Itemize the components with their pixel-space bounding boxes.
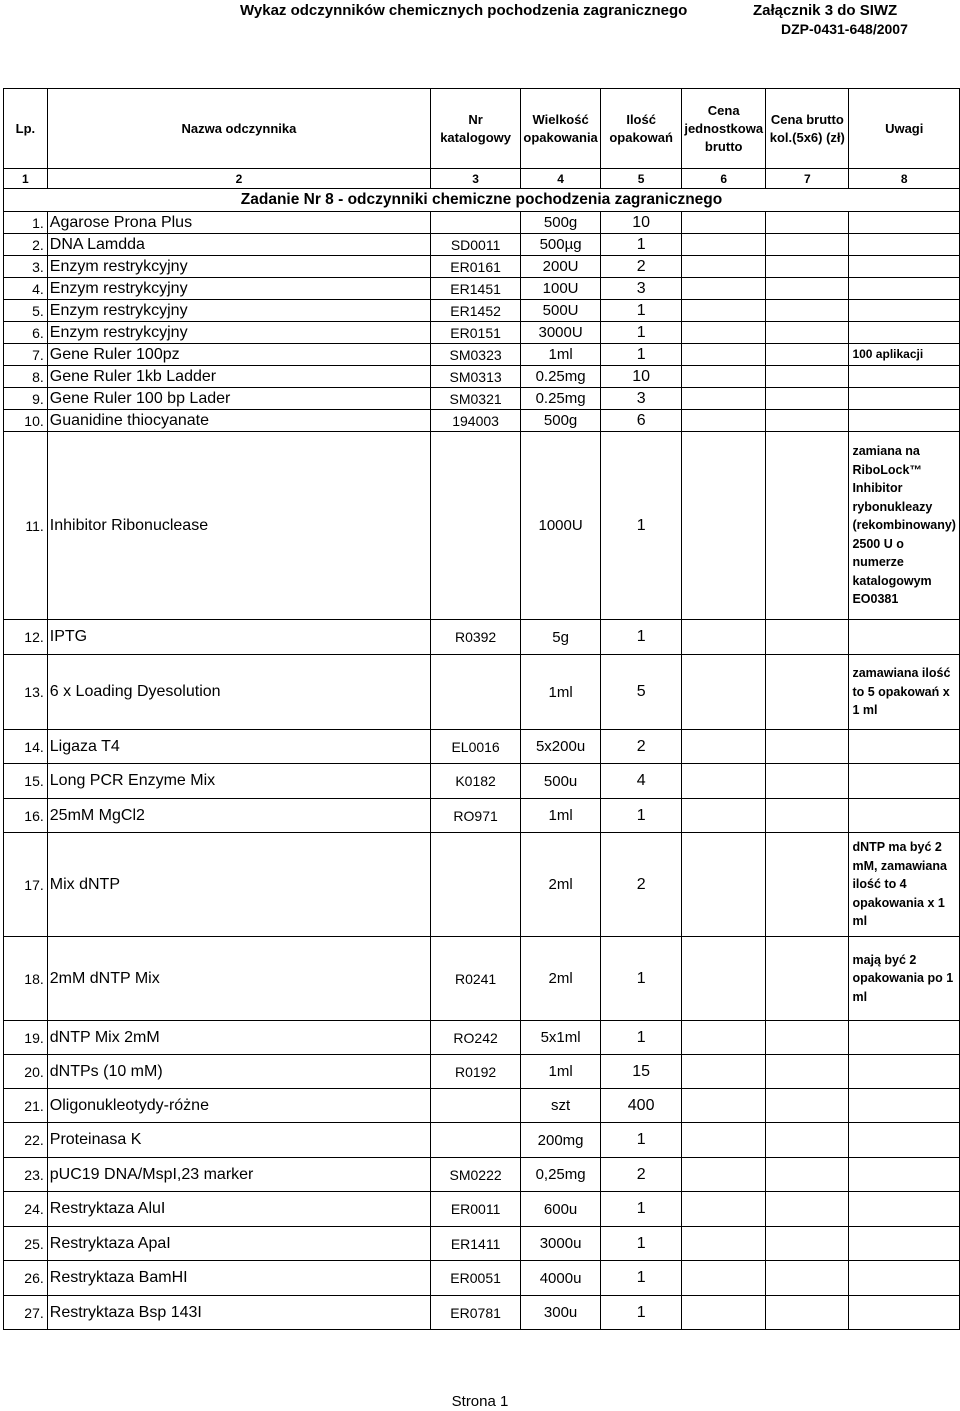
attachment-label: Załącznik 3 do SIWZ [753, 2, 898, 19]
page-footer: Strona 1 [451, 1393, 509, 1410]
row-note [849, 278, 960, 300]
row-total-price [766, 655, 849, 730]
row-quantity: 2 [601, 1158, 682, 1192]
row-note [849, 366, 960, 388]
row-catalog: SM0321 [431, 388, 521, 410]
table-row [4, 344, 960, 366]
row-lp: 13. [4, 655, 48, 730]
col-number: 2 [47, 169, 430, 189]
row-note [849, 1227, 960, 1261]
row-note: zamawiana ilość to 5 opakowań x 1 ml [849, 655, 960, 730]
table-row [4, 1158, 960, 1192]
section-row [4, 189, 960, 212]
row-name: Oligonukleotydy-różne [47, 1089, 430, 1123]
column-number-row [4, 169, 960, 189]
row-unit-price [682, 322, 766, 344]
row-name: Restryktaza AluI [47, 1192, 430, 1227]
row-lp: 14. [4, 730, 48, 764]
row-unit-price [682, 1261, 766, 1296]
row-unit-price [682, 655, 766, 730]
row-size: 1ml [521, 344, 601, 366]
document-title: Wykaz odczynników chemicznych pochodzenia zagranicznego [240, 2, 688, 19]
col-number: 8 [849, 169, 960, 189]
row-lp: 1. [4, 212, 48, 234]
row-name: Enzym restrykcyjny [47, 322, 430, 344]
table-row [4, 212, 960, 234]
row-note [849, 212, 960, 234]
row-unit-price [682, 937, 766, 1021]
row-quantity: 1 [601, 620, 682, 655]
row-unit-price [682, 764, 766, 799]
table-row [4, 799, 960, 833]
row-size: 100U [521, 278, 601, 300]
row-size: 5x200u [521, 730, 601, 764]
row-note [849, 730, 960, 764]
row-lp: 6. [4, 322, 48, 344]
row-name: Restryktaza ApaI [47, 1227, 430, 1261]
row-quantity: 2 [601, 730, 682, 764]
row-name: Inhibitor Ribonuclease [47, 432, 430, 620]
row-note [849, 1123, 960, 1158]
row-unit-price [682, 366, 766, 388]
row-size: 200mg [521, 1123, 601, 1158]
row-note [849, 1296, 960, 1330]
col-number: 6 [682, 169, 766, 189]
row-catalog [431, 655, 521, 730]
row-note: mają być 2 opakowania po 1 ml [849, 937, 960, 1021]
row-total-price [766, 410, 849, 432]
row-unit-price [682, 234, 766, 256]
row-note [849, 1192, 960, 1227]
row-size: 1ml [521, 655, 601, 730]
row-note [849, 764, 960, 799]
row-unit-price [682, 1192, 766, 1227]
col-lp: Lp. [4, 89, 48, 169]
row-catalog [431, 1123, 521, 1158]
col-quantity: Ilość opakowań [601, 89, 682, 169]
row-total-price [766, 344, 849, 366]
row-note: zamiana na RiboLock™ Inhibitor rybonukleazy (rekombinowany) 2500 U o numerze katalogowym EO0381 [849, 432, 960, 620]
row-catalog [431, 1089, 521, 1123]
row-lp: 3. [4, 256, 48, 278]
row-note [849, 620, 960, 655]
table-row [4, 1021, 960, 1055]
row-name: Restryktaza Bsp 143I [47, 1296, 430, 1330]
col-number: 7 [766, 169, 849, 189]
row-quantity: 15 [601, 1055, 682, 1089]
row-lp: 16. [4, 799, 48, 833]
table-row [4, 366, 960, 388]
row-note [849, 1055, 960, 1089]
row-size: 500U [521, 300, 601, 322]
row-lp: 4. [4, 278, 48, 300]
row-size: 1ml [521, 1055, 601, 1089]
row-catalog: ER0011 [431, 1192, 521, 1227]
row-lp: 27. [4, 1296, 48, 1330]
row-total-price [766, 366, 849, 388]
row-total-price [766, 388, 849, 410]
row-quantity: 1 [601, 344, 682, 366]
row-lp: 2. [4, 234, 48, 256]
row-size: 500µg [521, 234, 601, 256]
row-quantity: 3 [601, 388, 682, 410]
row-catalog [431, 833, 521, 937]
row-catalog: R0192 [431, 1055, 521, 1089]
row-catalog: SM0313 [431, 366, 521, 388]
row-catalog: 194003 [431, 410, 521, 432]
row-name: 2mM dNTP Mix [47, 937, 430, 1021]
row-catalog: SM0323 [431, 344, 521, 366]
row-lp: 25. [4, 1227, 48, 1261]
row-size: 300u [521, 1296, 601, 1330]
row-name: Agarose Prona Plus [47, 212, 430, 234]
row-unit-price [682, 212, 766, 234]
row-name: 6 x Loading Dyesolution [47, 655, 430, 730]
row-name: IPTG [47, 620, 430, 655]
row-name: 25mM MgCl2 [47, 799, 430, 833]
col-name: Nazwa odczynnika [47, 89, 430, 169]
row-size: 1000U [521, 432, 601, 620]
row-note [849, 410, 960, 432]
row-total-price [766, 833, 849, 937]
reference-number: DZP-0431-648/2007 [781, 21, 908, 37]
row-size: 600u [521, 1192, 601, 1227]
row-lp: 11. [4, 432, 48, 620]
col-number: 3 [431, 169, 521, 189]
row-size: 2ml [521, 937, 601, 1021]
row-unit-price [682, 1089, 766, 1123]
table-row [4, 300, 960, 322]
row-quantity: 2 [601, 833, 682, 937]
table-row [4, 937, 960, 1021]
row-total-price [766, 1158, 849, 1192]
row-catalog: ER0151 [431, 322, 521, 344]
row-catalog: RO242 [431, 1021, 521, 1055]
row-size: szt [521, 1089, 601, 1123]
row-lp: 12. [4, 620, 48, 655]
row-total-price [766, 256, 849, 278]
row-catalog: ER0781 [431, 1296, 521, 1330]
row-catalog: SM0222 [431, 1158, 521, 1192]
row-quantity: 10 [601, 212, 682, 234]
table-row [4, 278, 960, 300]
row-lp: 7. [4, 344, 48, 366]
table-row [4, 1123, 960, 1158]
row-note [849, 1261, 960, 1296]
row-name: Restryktaza BamHI [47, 1261, 430, 1296]
row-unit-price [682, 730, 766, 764]
row-catalog: K0182 [431, 764, 521, 799]
row-size: 5x1ml [521, 1021, 601, 1055]
row-size: 3000u [521, 1227, 601, 1261]
row-total-price [766, 234, 849, 256]
row-name: Long PCR Enzyme Mix [47, 764, 430, 799]
row-unit-price [682, 344, 766, 366]
row-unit-price [682, 278, 766, 300]
row-catalog: R0392 [431, 620, 521, 655]
row-name: dNTPs (10 mM) [47, 1055, 430, 1089]
row-size: 200U [521, 256, 601, 278]
row-catalog: EL0016 [431, 730, 521, 764]
table-row [4, 833, 960, 937]
row-lp: 8. [4, 366, 48, 388]
table-row [4, 1261, 960, 1296]
col-number: 5 [601, 169, 682, 189]
row-quantity: 1 [601, 432, 682, 620]
row-name: pUC19 DNA/MspI,23 marker [47, 1158, 430, 1192]
row-total-price [766, 432, 849, 620]
col-catalog: Nr katalogowy [431, 89, 521, 169]
row-unit-price [682, 1055, 766, 1089]
col-package-size: Wielkość opakowania [521, 89, 601, 169]
table-row [4, 234, 960, 256]
row-catalog: ER1411 [431, 1227, 521, 1261]
row-lp: 26. [4, 1261, 48, 1296]
row-lp: 23. [4, 1158, 48, 1192]
row-note: 100 aplikacji [849, 344, 960, 366]
row-name: Gene Ruler 1kb Ladder [47, 366, 430, 388]
row-quantity: 3 [601, 278, 682, 300]
row-lp: 9. [4, 388, 48, 410]
row-total-price [766, 764, 849, 799]
row-lp: 22. [4, 1123, 48, 1158]
row-quantity: 1 [601, 300, 682, 322]
row-size: 500u [521, 764, 601, 799]
row-unit-price [682, 300, 766, 322]
row-name: Mix dNTP [47, 833, 430, 937]
row-quantity: 10 [601, 366, 682, 388]
row-note [849, 1158, 960, 1192]
table-row [4, 1055, 960, 1089]
row-unit-price [682, 1123, 766, 1158]
row-lp: 21. [4, 1089, 48, 1123]
row-lp: 15. [4, 764, 48, 799]
table-row [4, 256, 960, 278]
row-quantity: 5 [601, 655, 682, 730]
section-title: Zadanie Nr 8 - odczynniki chemiczne pochodzenia zagranicznego [4, 189, 960, 212]
row-note [849, 1089, 960, 1123]
row-note: dNTP ma być 2 mM, zamawiana ilość to 4 opakowania x 1 ml [849, 833, 960, 937]
table-row [4, 322, 960, 344]
row-size: 3000U [521, 322, 601, 344]
row-quantity: 1 [601, 234, 682, 256]
row-size: 0.25mg [521, 388, 601, 410]
table-row [4, 1296, 960, 1330]
row-lp: 20. [4, 1055, 48, 1089]
row-quantity: 1 [601, 1123, 682, 1158]
table-row [4, 730, 960, 764]
row-unit-price [682, 1296, 766, 1330]
row-quantity: 6 [601, 410, 682, 432]
row-quantity: 1 [601, 1261, 682, 1296]
row-total-price [766, 300, 849, 322]
row-total-price [766, 620, 849, 655]
table-row [4, 620, 960, 655]
row-note [849, 234, 960, 256]
row-unit-price [682, 388, 766, 410]
row-quantity: 1 [601, 1192, 682, 1227]
row-size: 5g [521, 620, 601, 655]
row-unit-price [682, 799, 766, 833]
row-catalog [431, 212, 521, 234]
row-lp: 17. [4, 833, 48, 937]
col-notes: Uwagi [849, 89, 960, 169]
row-unit-price [682, 410, 766, 432]
row-total-price [766, 937, 849, 1021]
row-name: Enzym restrykcyjny [47, 256, 430, 278]
row-lp: 5. [4, 300, 48, 322]
row-catalog: ER1452 [431, 300, 521, 322]
row-name: Gene Ruler 100pz [47, 344, 430, 366]
row-lp: 19. [4, 1021, 48, 1055]
row-size: 500g [521, 212, 601, 234]
col-unit-price: Cena jednostkowa brutto [682, 89, 766, 169]
row-total-price [766, 278, 849, 300]
table-row [4, 1227, 960, 1261]
row-size: 0,25mg [521, 1158, 601, 1192]
row-total-price [766, 1021, 849, 1055]
row-quantity: 1 [601, 1021, 682, 1055]
row-note [849, 300, 960, 322]
row-unit-price [682, 1021, 766, 1055]
table-row [4, 1192, 960, 1227]
row-size: 4000u [521, 1261, 601, 1296]
row-name: Gene Ruler 100 bp Lader [47, 388, 430, 410]
row-catalog [431, 432, 521, 620]
column-header-row [4, 89, 960, 169]
table-row [4, 655, 960, 730]
row-name: Enzym restrykcyjny [47, 278, 430, 300]
table-row [4, 432, 960, 620]
row-total-price [766, 1089, 849, 1123]
row-note [849, 799, 960, 833]
row-quantity: 1 [601, 322, 682, 344]
reagents-table [3, 88, 960, 1330]
row-total-price [766, 730, 849, 764]
row-quantity: 4 [601, 764, 682, 799]
row-total-price [766, 1261, 849, 1296]
row-name: Proteinasa K [47, 1123, 430, 1158]
row-catalog: ER0161 [431, 256, 521, 278]
row-size: 0.25mg [521, 366, 601, 388]
row-catalog: ER0051 [431, 1261, 521, 1296]
row-lp: 10. [4, 410, 48, 432]
row-unit-price [682, 1227, 766, 1261]
row-note [849, 388, 960, 410]
row-note [849, 1021, 960, 1055]
row-total-price [766, 1055, 849, 1089]
row-unit-price [682, 256, 766, 278]
row-total-price [766, 1192, 849, 1227]
table-row [4, 1089, 960, 1123]
row-catalog: SD0011 [431, 234, 521, 256]
row-note [849, 322, 960, 344]
row-quantity: 400 [601, 1089, 682, 1123]
row-quantity: 1 [601, 1296, 682, 1330]
table-row [4, 410, 960, 432]
col-number: 4 [521, 169, 601, 189]
row-total-price [766, 1123, 849, 1158]
row-total-price [766, 799, 849, 833]
row-name: DNA Lamdda [47, 234, 430, 256]
row-quantity: 1 [601, 1227, 682, 1261]
row-note [849, 256, 960, 278]
row-catalog: R0241 [431, 937, 521, 1021]
row-total-price [766, 212, 849, 234]
row-quantity: 1 [601, 799, 682, 833]
row-quantity: 2 [601, 256, 682, 278]
row-unit-price [682, 620, 766, 655]
table-row [4, 388, 960, 410]
row-unit-price [682, 833, 766, 937]
row-name: Ligaza T4 [47, 730, 430, 764]
row-catalog: ER1451 [431, 278, 521, 300]
col-number: 1 [4, 169, 48, 189]
row-quantity: 1 [601, 937, 682, 1021]
row-name: Guanidine thiocyanate [47, 410, 430, 432]
row-name: dNTP Mix 2mM [47, 1021, 430, 1055]
row-lp: 18. [4, 937, 48, 1021]
row-total-price [766, 322, 849, 344]
col-total-price: Cena brutto kol.(5x6) (zł) [766, 89, 849, 169]
row-total-price [766, 1227, 849, 1261]
row-total-price [766, 1296, 849, 1330]
row-size: 500g [521, 410, 601, 432]
table-row [4, 764, 960, 799]
row-size: 2ml [521, 833, 601, 937]
row-name: Enzym restrykcyjny [47, 300, 430, 322]
row-unit-price [682, 1158, 766, 1192]
row-catalog: RO971 [431, 799, 521, 833]
row-size: 1ml [521, 799, 601, 833]
row-lp: 24. [4, 1192, 48, 1227]
row-unit-price [682, 432, 766, 620]
